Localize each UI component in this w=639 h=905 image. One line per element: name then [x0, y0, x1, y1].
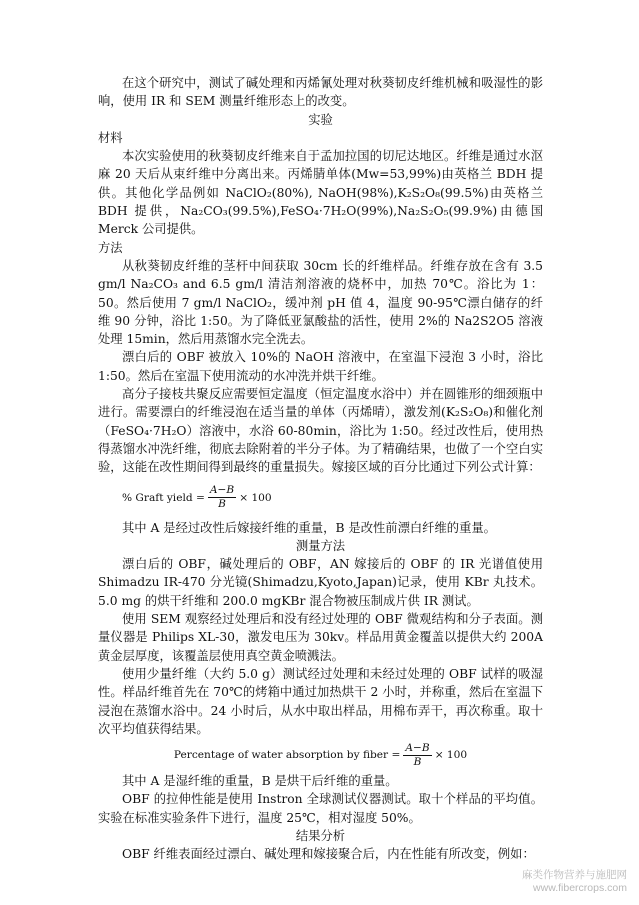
watermark-site-name: 麻类作物营养与施肥网: [522, 869, 627, 881]
heading-measurement: 测量方法: [295, 538, 346, 553]
formula2-numerator: A−B: [405, 741, 430, 754]
measure-paragraph-2: 使用 SEM 观察经过处理后和没有经过处理的 OBF 微观结构和分子表面。测量仪器是 Philips XL-30，激发电压为 30kv。样品用黄金覆盖以提供大约 200A 黄金层厚度，该覆盖层使用真空黄金喷溅法。: [98, 612, 543, 663]
watermark-url: www.fibercrops.com: [533, 882, 627, 894]
article-body: [98, 74, 543, 864]
formula2-label: Percentage of water absorption by fiber =: [173, 749, 401, 762]
formula2-fraction: [403, 742, 431, 769]
formula2-denominator: B: [413, 755, 422, 768]
formula2-explanation: 其中 A 是湿纤维的重量，B 是烘干后纤维的重量。: [122, 774, 398, 789]
method-paragraph-3: 高分子接枝共聚反应需要恒定温度（恒定温度水浴中）并在圆锥形的细颈瓶中进行。需要漂白的纤维浸泡在适当量的单体（丙烯晴），激发剂(K₂S₂O₈)和催化剂（FeSO₄·7H₂O）溶液中，水浴 60-80min，浴比为 1:50。经过改性后，使用热得蒸馏水冲洗纤维，彻底去除附着的半分子体。为了精确结果，也做了一个空白实验，这能在改性期间得到最终的重量损失。嫁接区域的百分比通过下列公式计算：: [98, 387, 543, 475]
measure-paragraph-1: 漂白后的 OBF，碱处理后的 OBF，AN 嫁接后的 OBF 的 IR 光谱值使用 Shimadzu IR-470 分光镜(Shimadzu,Kyoto,Japan)记录，使用 KBr 丸技术。5.0 mg 的烘干纤维和 200.0 mgKBr 混合物被压制成片供 IR 测试。: [98, 557, 543, 608]
formula1-tail: × 100: [239, 491, 272, 504]
heading-experiment: 实验: [308, 112, 333, 127]
watermark: [522, 869, 627, 895]
results-paragraph: OBF 纤维表面经过漂白、碱处理和嫁接聚合后，内在性能有所改变，例如：: [122, 847, 535, 862]
formula1-label: % Graft yield =: [122, 491, 205, 504]
method-paragraph-1: 从秋葵韧皮纤维的茎杆中间获取 30cm 长的纤维样品。纤维存放在含有 3.5 gm/l Na₂CO₃ and 6.5 gm/l 清洁剂溶液的烧杯中，加热 70℃。浴比为 1：50。然后使用 7 gm/l NaClO₂，缓冲剂 pH 值 4，温度 90-95℃漂白储存的纤维 90 分钟，浴比 1:50。为了降低亚氯酸盐的活性，使用 2%的 Na2S2O5 溶液处理 15min，然后用蒸馏水完全洗去。: [98, 258, 543, 347]
formula2-tail: × 100: [434, 749, 468, 762]
formula1-fraction: [208, 484, 236, 511]
method-paragraph-2: 漂白后的 OBF 被放入 10%的 NaOH 溶液中，在室温下浸泡 3 小时，浴比 1:50。然后在室温下使用流动的水冲洗并烘干纤维。: [98, 350, 543, 383]
heading-results: 结果分析: [295, 828, 346, 843]
materials-paragraph: 本次实验使用的秋葵韧皮纤维来自于孟加拉国的切尼达地区。纤维是通过水沤麻 20 天后从束纤维中分离出来。丙烯腈单体(Mw=53,99%)由英格兰 BDH 提供。其他化学品例如 NaClO₂(80%), NaOH(98%),K₂S₂O₈(99.5%)由英格兰 BDH 提供，Na₂CO₃(99.5%),FeSO₄·7H₂O(99%),Na₂S₂O₅(99.9%)由德国 Merck 公司提供。: [98, 149, 543, 237]
tensile-paragraph: OBF 的拉伸性能是使用 Instron 全球测试仪器测试。取十个样品的平均值。实验在标准实验条件下进行，温度 25℃，相对湿度 50%。: [98, 792, 543, 825]
heading-materials: 材料: [98, 130, 123, 145]
intro-paragraph: 在这个研究中，测试了碱处理和丙烯氰处理对秋葵韧皮纤维机械和吸湿性的影响，使用 IR 和 SEM 测量纤维形态上的改变。: [98, 76, 543, 109]
measure-paragraph-3: 使用少量纤维（大约 5.0 g）测试经过处理和未经过处理的 OBF 试样的吸湿性。样品纤维首先在 70℃的烤箱中通过加热烘干 2 小时，并称重，然后在室温下浸泡在蒸馏水浴中。24 小时后，从水中取出样品，用棉布弄干，再次称重。取十次平均值获得结果。: [98, 666, 543, 736]
graft-yield-formula: [122, 477, 543, 519]
formula1-explanation: 其中 A 是经过改性后嫁接纤维的重量，B 是改性前漂白纤维的重量。: [122, 520, 496, 535]
formula1-numerator: A−B: [209, 484, 235, 497]
formula1-denominator: B: [218, 498, 226, 511]
water-absorption-formula: [98, 738, 543, 772]
heading-method: 方法: [98, 240, 123, 255]
